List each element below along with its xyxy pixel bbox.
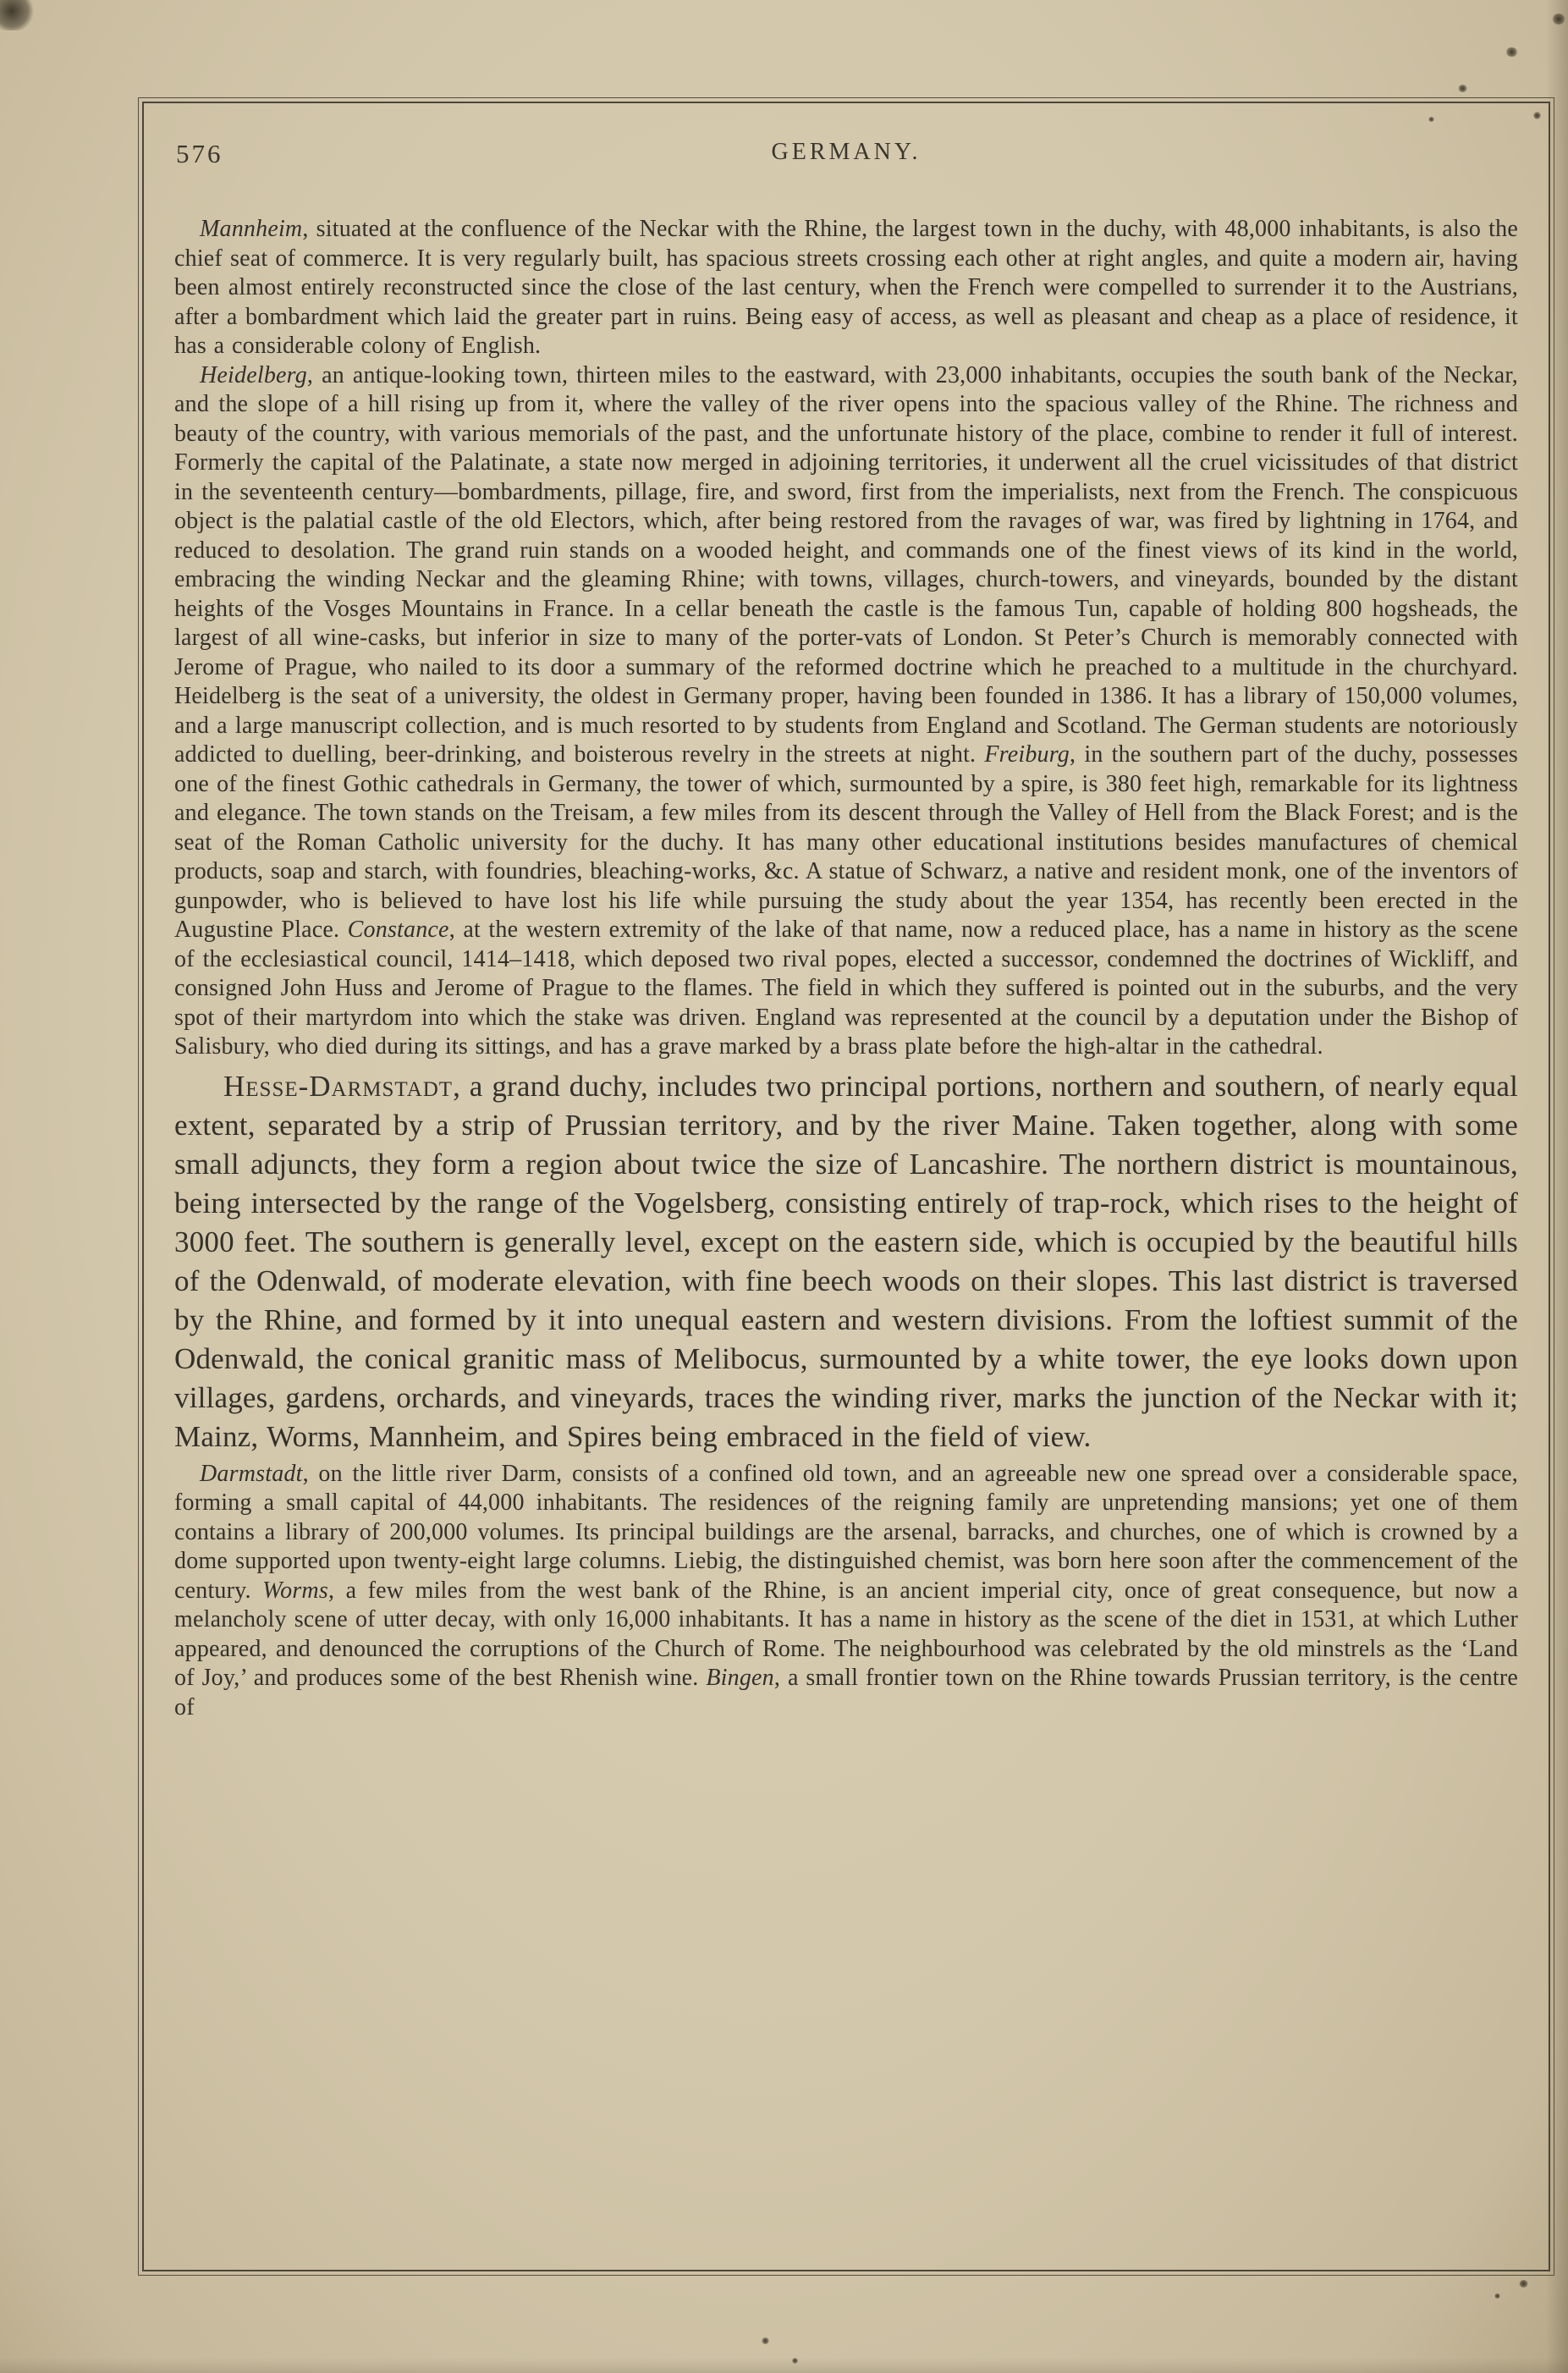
- page-header: [174, 135, 1518, 174]
- place-name: Mannheim: [200, 216, 303, 242]
- place-name: Bingen: [706, 1665, 774, 1691]
- place-name: Heidelberg: [200, 361, 307, 388]
- text-run: , a small frontier town on the Rhine towards Prussian territory, is the centre of: [174, 1665, 1518, 1721]
- text-run: , an antique-looking town, thirteen miles to the eastward, with 23,000 inhabitants, occupies the south bank of the Neckar, and the slope of a hill rising up from it, where the valley of the river opens into the spacious valley of the Rhine. The richness and beauty of the country, with various memorials of the past, and the unfortunate history of the place, combine to render it full of interest. Formerly the capital of the Palatinate, a state now merged in adjoining territories, it underwent all the cruel vicissitudes of that district in the seventeenth century—bombardments, pillage, fire, and sword, first from the imperialists, next from the French. The conspicuous object is the palatial castle of the old Electors, which, after being restored from the ravages of war, was fired by lightning in 1764, and reduced to desolation. The grand ruin stands on a wooded height, and commands one of the finest views of its kind in the world, embracing the winding Neckar and the gleaming Rhine; with towns, villages, church-towers, and vineyards, bounded by the distant heights of the Vosges Mountains in France. In a cellar beneath the castle is the famous Tun, capable of holding 800 hogsheads, the largest of all wine-casks, but inferior in size to many of the porter-vats of London. St Peter’s Church is memorably connected with Jerome of Prague, who nailed to its door a summary of the reformed doctrine which he preached to a multitude in the churchyard. Heidelberg is the seat of a university, the oldest in Germany proper, having been founded in 1386. It has a library of 150,000 volumes, and a large manuscript collection, and is much resorted to by students from England and Scotland. The German students are notoriously addicted to duelling, beer-drinking, and boisterous revelry in the streets at night.: [174, 361, 1518, 768]
- running-head: GERMANY.: [771, 139, 922, 165]
- section-name: Hesse-Darmstadt: [223, 1069, 454, 1103]
- paragraph: [174, 1460, 1518, 1723]
- text-run: , situated at the confluence of the Neckar with the Rhine, the largest town in the duchy, with 48,000 inhabitants, is also the chief seat of commerce. It is very regularly built, has spacious streets crossing each other at right angles, and quite a modern air, having been almost entirely reconstructed since the close of the last century, when the French were compelled to surrender it to the Austrians, after a bombardment which laid the greater part in ruins. Being easy of access, as well as pleasant and cheap as a place of residence, it has a considerable colony of English.: [174, 216, 1518, 359]
- text-run: , a grand duchy, includes two principal portions, northern and southern, of nearly equal extent, separated by a strip of Prussian territory, and by the river Maine. Taken together, along with some small adjuncts, they form a region about twice the size of Lancashire. The northern district is mountainous, being intersected by the range of the Vogelsberg, consisting entirely of trap-rock, which rises to the height of 3000 feet. The southern is generally level, except on the eastern side, which is occupied by the beautiful hills of the Odenwald, of moderate elevation, with fine beech woods on their slopes. This last district is traversed by the Rhine, and formed by it into unequal eastern and western divisions. From the loftiest summit of the Odenwald, the conical granitic mass of Melibocus, surmounted by a white tower, the eye looks down upon villages, gardens, orchards, and vineyards, traces the winding river, marks the junction of the Neckar with it; Mainz, Worms, Mannheim, and Spires being embraced in the field of view.: [174, 1069, 1518, 1453]
- text-block: [174, 215, 1518, 1722]
- scan-speck: [1519, 2280, 1528, 2288]
- paragraph: [174, 361, 1518, 1062]
- place-name: Constance: [347, 917, 449, 943]
- place-name: Worms: [262, 1577, 328, 1604]
- text-run: , at the western extremity of the lake of that name, now a reduced place, has a name in history as the scene of the ecclesiastical council, 1414–1418, which deposed two rival popes, elected a successor, condemned the doctrines of Wickliff, and consigned John Huss and Jerome of Prague to the flames. The field in which they suffered is pointed out in the suburbs, and the very spot of their martyrdom into which the stake was driven. England was represented at the council by a deputation under the Bishop of Salisbury, who died during its sittings, and has a grave marked by a brass plate before the high-altar in the cathedral.: [174, 917, 1518, 1060]
- page-border-frame: [142, 102, 1550, 2271]
- scan-speck: [1494, 2293, 1500, 2299]
- scan-speck: [1458, 85, 1467, 92]
- place-name: Freiburg: [984, 741, 1070, 768]
- text-run: , in the southern part of the duchy, possesses one of the finest Gothic cathedrals in Germany, the tower of which, surmounted by a spire, is 380 feet high, remarkable for its lightness and elegance. The town stands on the Treisam, a few miles from its descent through the Valley of Hell from the Black Forest; and is the seat of the Roman Catholic university for the duchy. It has many other educational institutions besides manufactures of chemical products, soap and starch, with foundries, bleaching-works, &c. A statue of Schwarz, a native and resident monk, one of the inventors of gunpowder, who is believed to have lost his life while pursuing the study about the year 1354, has recently been erected in the Augustine Place.: [174, 741, 1519, 943]
- scan-smudge: [0, 0, 34, 30]
- place-name: Darmstadt: [200, 1460, 303, 1487]
- page-number: 576: [176, 139, 223, 168]
- text-run: , a few miles from the west bank of the Rhine, is an ancient imperial city, once of great consequence, but now a melancholy scene of utter decay, with only 16,000 inhabitants. It has a name in history as the scene of the diet in 1531, at which Luther appeared, and denounced the corruptions of the Church of Rome. The neighbourhood was celebrated by the old minstrels as the ‘Land of Joy,’ and produces some of the best Rhenish wine.: [174, 1577, 1518, 1691]
- page-content: [144, 103, 1549, 2270]
- scan-speck: [792, 2358, 798, 2364]
- scan-speck: [1505, 47, 1518, 57]
- text-run: , on the little river Darm, consists of a confined old town, and an agreeable new one spread over a considerable space, forming a small capital of 44,000 inhabitants. The residences of the reigning family are unpretending mansions; yet one of them contains a library of 200,000 volumes. Its principal buildings are the arsenal, barracks, and churches, one of which is crowned by a dome supported upon twenty-eight large columns. Liebig, the distinguished chemist, was born here soon after the commencement of the century.: [174, 1460, 1518, 1604]
- paragraph: [174, 1067, 1518, 1456]
- paragraph: [174, 215, 1518, 361]
- scan-speck: [1552, 14, 1565, 25]
- scan-speck: [762, 2337, 769, 2344]
- page-bottom-shadow: [0, 2358, 1568, 2373]
